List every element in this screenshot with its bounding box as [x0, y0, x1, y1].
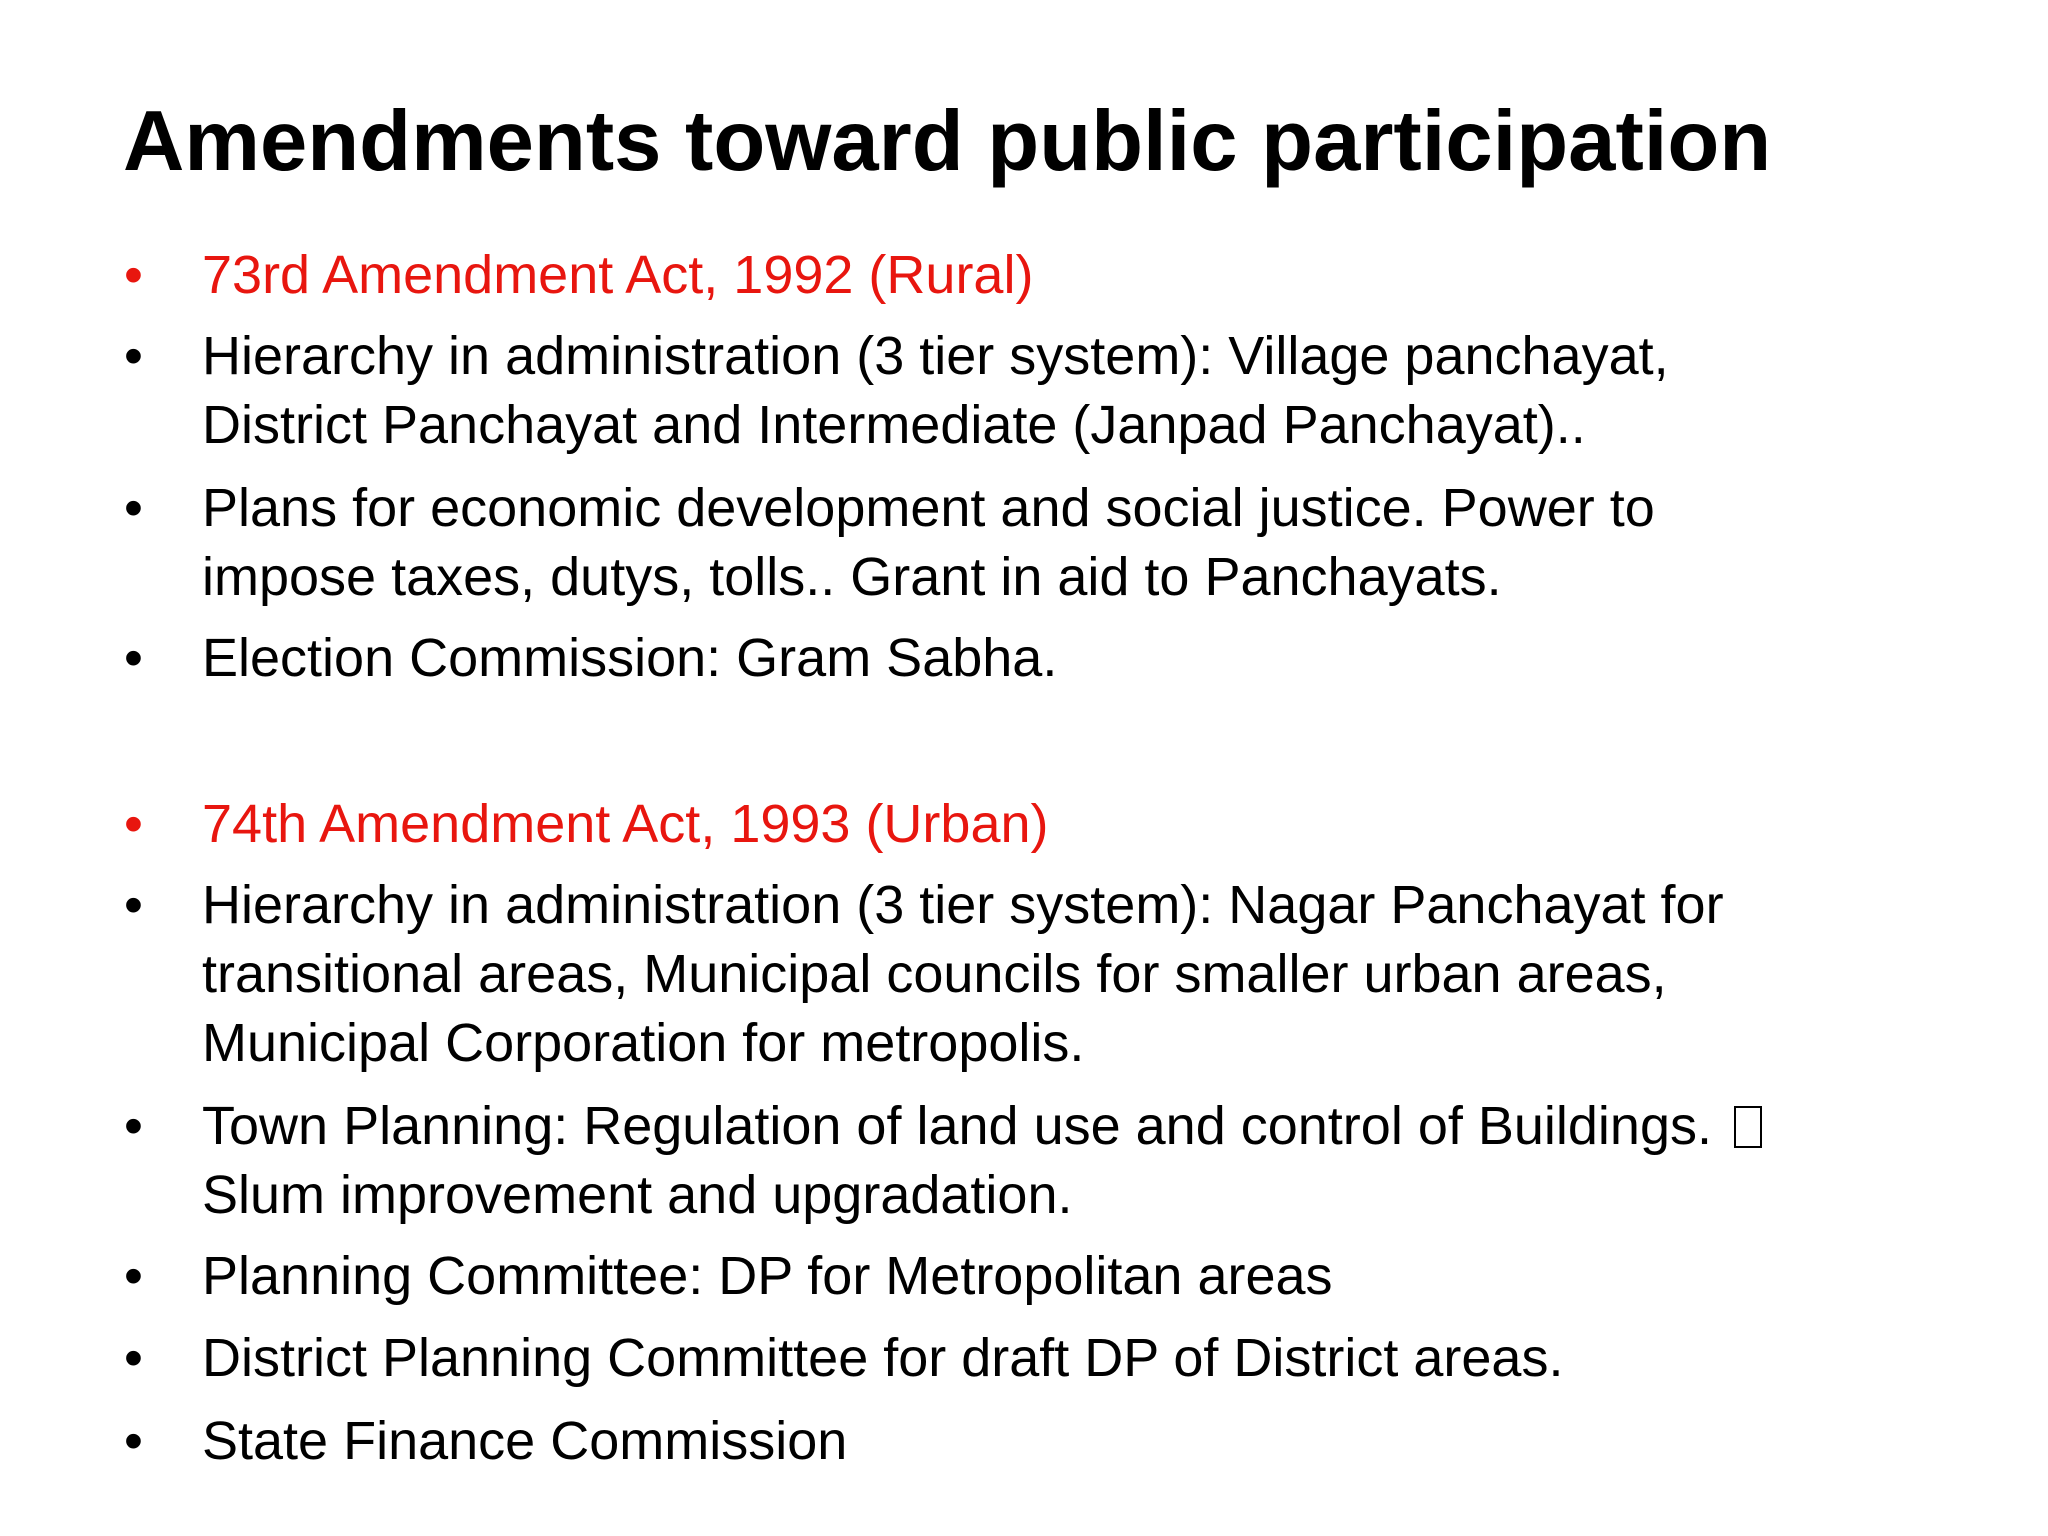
bullet-text: Planning Committee: DP for Metropolitan areas — [202, 1246, 1333, 1306]
bullet-dot: • — [124, 326, 143, 386]
bullet-dot: • — [124, 875, 143, 935]
bullet-dot: • — [124, 245, 143, 305]
bullet-dot: • — [124, 1411, 143, 1471]
bullet-text: Town Planning: Regulation of land use and control of Buildings. — [202, 1096, 1712, 1156]
bullet-text: Plans for economic development and social justice. Power to impose taxes, dutys, tolls.. Grant in aid to Panchayats. — [202, 478, 1655, 607]
bullet-text: District Planning Committee for draft DP of District areas. — [202, 1328, 1564, 1388]
bullet-text: 73rd Amendment Act, 1992 (Rural) — [202, 245, 1034, 305]
bullet-text: 74th Amendment Act, 1993 (Urban) — [202, 794, 1049, 854]
bullet-text: Election Commission: Gram Sabha. — [202, 628, 1058, 688]
bullet-dot: • — [124, 1328, 143, 1388]
bullet-text-block — [202, 1092, 1882, 1230]
bullet-text: State Finance Commission — [202, 1411, 848, 1471]
bullet-dot: • — [124, 1096, 143, 1156]
bullet-dot: • — [124, 628, 143, 688]
slide-title: Amendments toward public participation — [123, 94, 1772, 189]
missing-glyph-box-icon — [1734, 1106, 1762, 1148]
bullet-dot: • — [124, 1246, 143, 1306]
bullet-text: Hierarchy in administration (3 tier system): Nagar Panchayat for transitional areas, Municipal councils for smaller urban areas, Municipal Corporation for metropolis. — [202, 875, 1724, 1073]
bullet-text-continued: Slum improvement and upgradation. — [202, 1165, 1073, 1225]
bullet-dot: • — [124, 478, 143, 538]
bullet-dot: • — [124, 794, 143, 854]
bullet-text: Hierarchy in administration (3 tier system): Village panchayat, District Panchayat and Intermediate (Janpad Panchayat).. — [202, 326, 1669, 455]
